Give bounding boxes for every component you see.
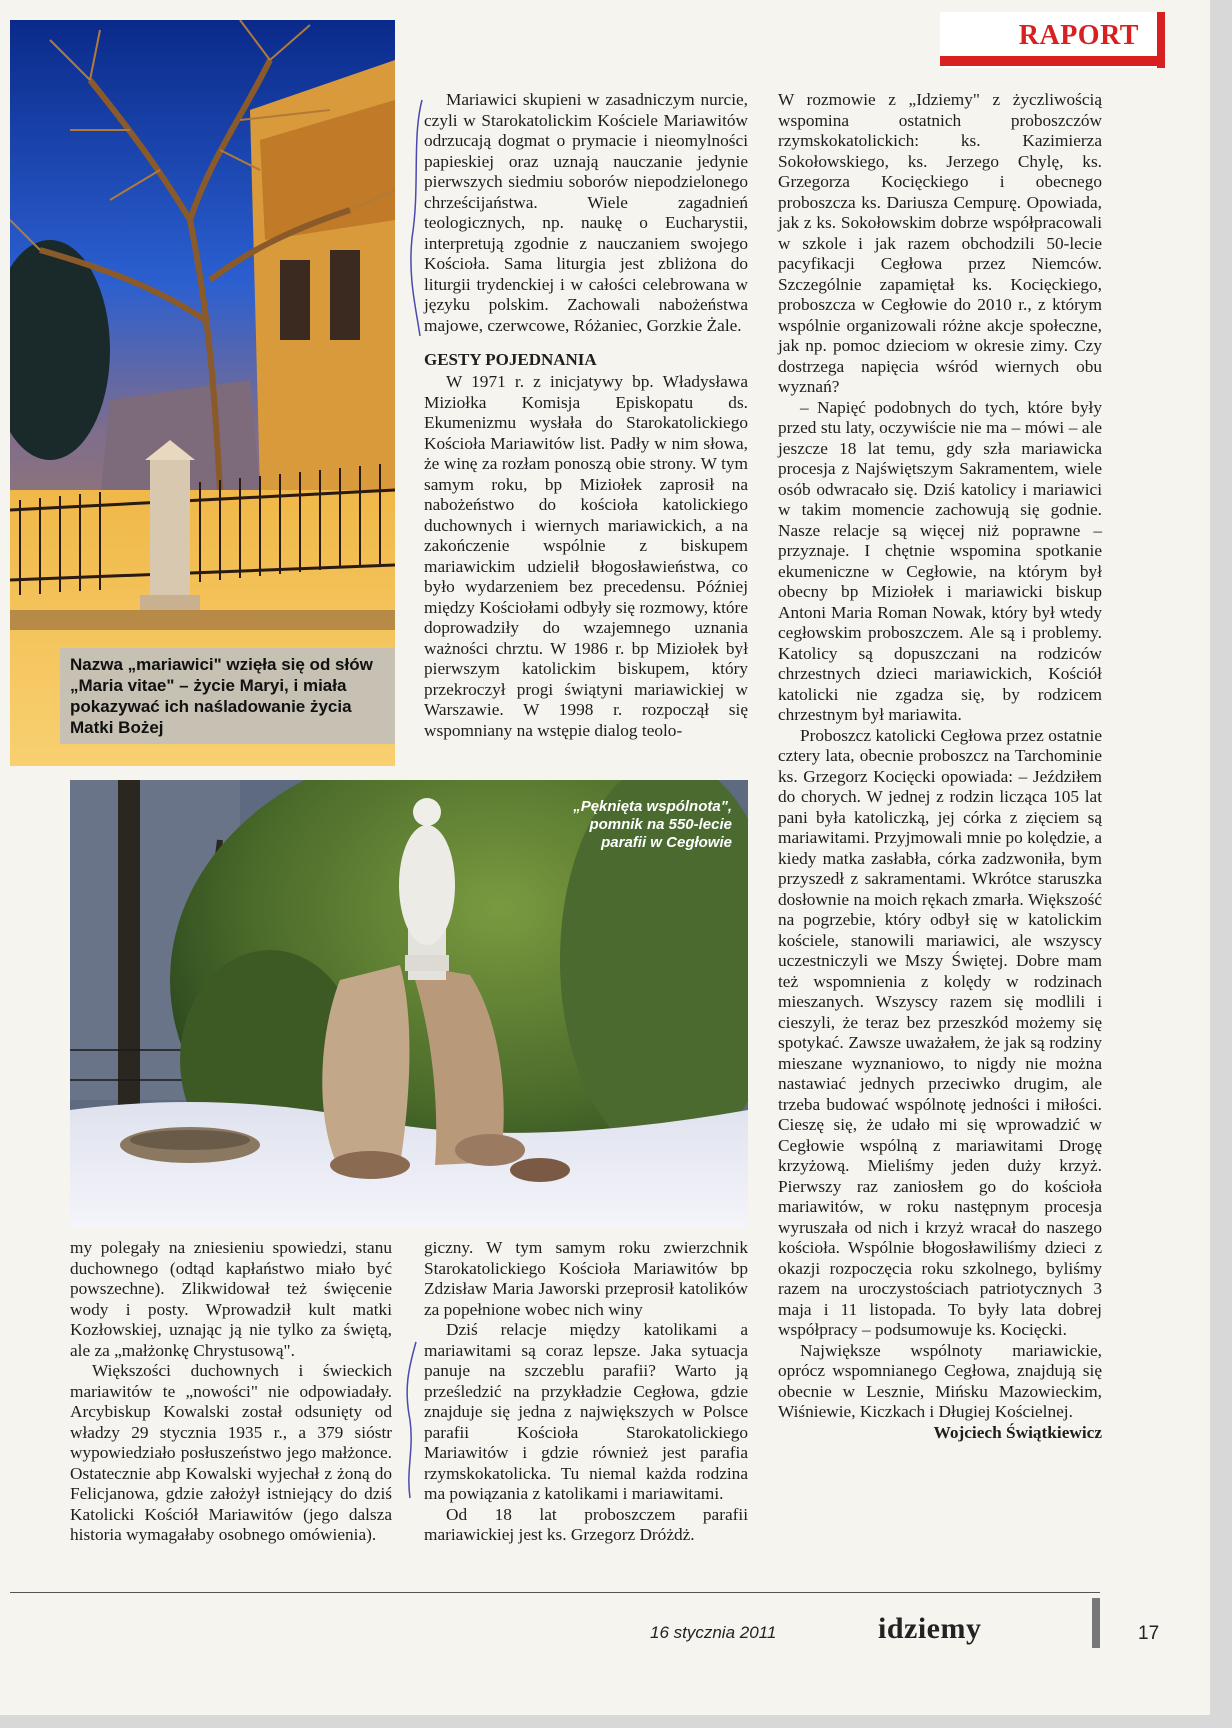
section-heading: GESTY POJEDNANIA	[424, 350, 597, 369]
paragraph: – Napięć podobnych do tych, które były przed stu laty, oczywiście nie ma – mówi – ale jeszcze 18 lat temu, gdy szła mariawicka procesja z Najświętszym Sakramentem, wiele osób odwracało się. Dziś katolicy i mariawici w takim momencie zachowują się godnie. Nasze relacje są więcej niż poprawne – przyznaje. I chętnie wspomina spotkanie ekumeniczne w Cegłowie, na którym był obecny bp Miziołek i mariawicki biskup Antoni Maria Roman Nowak, który był wtedy cegłowskim proboszczem. Ale są i problemy. Katolicy są dopuszczani na rodziców chrzestnych dzieci mariawickich, Kościół katolicki nie zgadza się, by rodzicem chrzestnym był mariawita.	[778, 397, 1102, 724]
section-tab-bar	[940, 56, 1165, 66]
magazine-logo: idziemy	[878, 1612, 982, 1645]
paragraph: Mariawici skupieni w zasadniczym nurcie, czyli w Starokatolickim Kościele Mariawitów odrzucają dogmat o prymacie i nieomylności papieskiej oraz uznają nauczanie jedynie pierwszych siedmiu soborów niepodzielonego chrześcijaństwa. Wiele zagadnień teologicznych, np. naukę o Eucharystii, interpretują zgodnie z nauczaniem swojego Kościoła. Sama liturgia jest zbliżona do liturgii trydenckiej i w całości celebrowana w języku polskim. Zachowali nabożeństwa majowe, czerwcowe, Różaniec, Gorzkie Żale.	[424, 90, 748, 335]
church-photo	[10, 20, 395, 766]
paragraph: Dziś relacje między katolikami a mariawitami są coraz lepsze. Jaka sytuacja panuje na szczeblu parafii? Warto ją prześledzić na przykładzie Cegłowa, gdzie znajduje się jedna z największych w Polsce parafii Kościoła Starokatolickiego Mariawitów i gdzie również jest parafia rzymskokatolicka. Tu niemal każda rodzina ma powiązania z katolikami i mariawitami.	[424, 1320, 748, 1503]
footer-mark	[1092, 1598, 1100, 1648]
paragraph: Większości duchownych i świeckich mariawitów te „nowości" nie odpowiadały. Arcybiskup Kowalski został odsunięty od władzy 29 stycznia 1935 r., a 379 sióstr wypowiedziało posłuszeństwo jego małżonce. Ostatecznie abp Kowalski wyjechał z żoną do Felicjanowa, gdzie założył istniejący do dziś Katolicki Kościół Mariawitów (jego dalsza historia wymagałaby osobnego omówienia).	[70, 1361, 392, 1544]
paragraph: W 1971 r. z inicjatywy bp. Władysława Miziołka Komisja Episkopatu ds. Ekumenizmu wysłała do Starokatolickiego Kościoła Mariawitów list. Padły w nim słowa, że winę za rozłam ponoszą obie strony. W tym samym roku, bp Miziołek zaprosił na nabożeństwo do kościoła katolickiego duchownych i wiernych mariawickich, a na zakończenie wspólnie z biskupem mariawickim udzielił błogosławieństwa, co było wydarzeniem bez precedensu. Później między Kościołami odbyły się rozmowy, które doprowadziły do wzajemnego uznania ważności chrztu. W 1986 r. bp Miziołek był pierwszym katolickim biskupem, który przekroczył progi świątyni mariawickiej w Warszawie. W 1998 r. rozpoczął się wspomniany na wstępie dialog teolo-	[424, 372, 748, 740]
caption-line: pomnik na 550-lecie	[589, 816, 732, 833]
church-photo-caption: Nazwa „mariawici" wzięła się od słów „Maria vitae" – życie Maryi, i miała pokazywać ich naśladowanie życia Matki Bożej	[60, 648, 395, 744]
issue-date: 16 stycznia 2011	[650, 1623, 777, 1642]
column-2-upper	[424, 90, 748, 741]
page-number: 17	[1138, 1623, 1160, 1644]
pen-bracket-mark	[400, 1340, 420, 1500]
paragraph: Proboszcz katolicki Cegłowa przez ostatnie cztery lata, obecnie proboszcz na Tarchominie ks. Grzegorz Kocięcki opowiada: – Jeździłem do chorych. W jednej z rodzin licząca 105 lat pani była katoliczką, jej córka z zięciem są mariawitami. Przyjmowali mnie po kolędzie, a kiedy matka zasłabła, córka zadzwoniła, bym przyszedł z sakramentami. Wkrótce staruszka dosłownie na moich rękach zmarła. Większość na pogrzebie, który odbył się w katolickim kościele, stanowili mariawici, ale wszyscy uczestniczyli we Mszy Świętej. Dobre mam też wspomnienia z kolędy w rodzinach mieszanych. Wszyscy razem się modlili i cieszyli, że teraz bez przeszkód możemy się spotykać. Zawsze uważałem, że jak są rodziny mieszane wyznaniowo, to nigdy nie można nastawiać jednych przeciwko drugim, ale trzeba budować wspólnotę jedności i miłości. Cieszę się, że udało mi się wprowadzić w Cegłowie wspólną z mariawitami Drogę krzyżową. Mieliśmy jeden duży krzyż. Pierwszy raz zaniosłem go do kościoła mariawitów, w roku następnym procesja wyruszała od nich i krzyż wracał do naszego kościoła. Wspólnie błogosławiliśmy dzieci z okazji rozpoczęcia roku szkolnego, byliśmy razem na uroczystościach patriotycznych 3 maja i 11 listopada. To były lata dobrej współpracy – podsumowuje ks. Kocięcki.	[778, 725, 1102, 1339]
column-2-lower	[424, 1238, 748, 1546]
paragraph: Od 18 lat proboszczem parafii mariawickiej jest ks. Grzegorz Dróżdż.	[424, 1504, 748, 1544]
caption-line: „Pęknięta wspólnota",	[573, 798, 732, 815]
monument-photo-caption	[573, 798, 732, 852]
author-byline: Wojciech Świątkiewicz	[933, 1422, 1102, 1442]
paragraph: W rozmowie z „Idziemy" z życzliwością wspomina ostatnich proboszczów rzymskokatolickich: ks. Kazimierza Sokołowskiego, ks. Jerzego Chylę, ks. Grzegorza Kocięckiego i obecnego proboszcza ks. Dariusza Cempurę. Opowiada, jak z ks. Sokołowskim dobrze współpracowali w szkole i jak razem obchodzili 50-lecie pacyfikacji Cegłowa przez Niemców. Szczególnie zapamiętał ks. Kocięckiego, proboszcza w Cegłowie do 2010 r., z którym wspólnie organizowali różne akcje społeczne, jak np. pomoc dzieciom w okresie zimy. Czy dostrzega napięcia wśród wiernych obu wyznań?	[778, 90, 1102, 396]
paragraph: my polegały na zniesieniu spowiedzi, stanu duchownego (odtąd kapłaństwo miało być powszechne). Zlikwidował też święcenie wody i posty. Wprowadził kult matki Kozłowskiej, uznając ją nie tylko za świętą, ale za „małżonkę Chrystusową".	[70, 1238, 392, 1360]
monument-photo	[70, 780, 748, 1228]
footer-rule	[10, 1592, 1100, 1593]
paragraph: giczny. W tym samym roku zwierzchnik Starokatolickiego Kościoła Mariawitów bp Zdzisław Maria Jaworski przeprosił katolików za popełnione wobec nich winy	[424, 1238, 748, 1319]
column-3	[778, 90, 1102, 1443]
pen-bracket-mark	[406, 98, 426, 338]
caption-line: parafii w Cegłowie	[601, 834, 732, 851]
column-1-lower	[70, 1238, 392, 1546]
section-label: RAPORT	[1018, 20, 1139, 51]
paragraph: Największe wspólnoty mariawickie, oprócz wspomnianego Cegłowa, znajdują się obecnie w Lesznie, Mińsku Mazowieckim, Wiśniewie, Kiczkach i Długiej Kościelnej.	[778, 1340, 1102, 1421]
